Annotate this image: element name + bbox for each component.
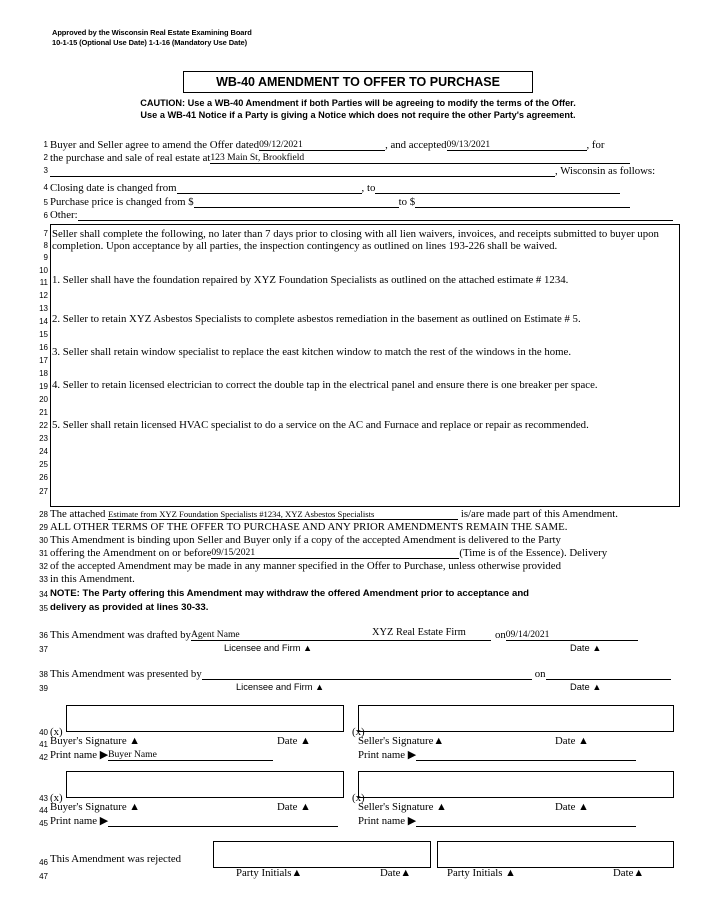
line-number: 31 xyxy=(39,549,48,558)
terms-line-31-suffix: (Time is of the Essence). Delivery xyxy=(459,547,608,559)
closing-date-to-field[interactable] xyxy=(375,182,620,194)
property-address-field[interactable]: 123 Main St, Brookfield xyxy=(210,152,630,164)
caution-block xyxy=(52,97,664,121)
buyer-date-caption-1: Date ▲ xyxy=(277,735,311,747)
presented-by-label: This Amendment was presented by xyxy=(50,668,202,680)
closing-date-to-label: , to xyxy=(361,182,376,194)
line-number: 22 xyxy=(39,421,48,430)
amendment-paragraph-5: 5. Seller shall retain licensed HVAC specialist to do a service on the AC and Furnace and replace or repair as recommended. xyxy=(52,419,589,431)
accepted-date-field[interactable]: 09/13/2021 xyxy=(447,139,587,151)
approval-line-1: Approved by the Wisconsin Real Estate Examining Board xyxy=(52,28,252,37)
line-3-suffix: , Wisconsin as follows: xyxy=(555,165,656,177)
buyer-date-caption-2: Date ▲ xyxy=(277,801,311,813)
drafted-firm-value: XYZ Real Estate Firm xyxy=(372,627,466,638)
line-number: 13 xyxy=(39,304,48,313)
buyer-x-mark-1: (x) xyxy=(50,726,63,738)
line-4-text xyxy=(50,182,620,194)
line-3-text xyxy=(50,165,655,177)
line-number: 7 xyxy=(43,229,48,238)
purchase-price-from-field[interactable] xyxy=(194,196,399,208)
terms-line-33: in this Amendment. xyxy=(50,573,135,585)
line-1-mid: , and accepted xyxy=(385,139,447,151)
seller-print-name-line-1 xyxy=(358,749,636,761)
amendment-terms-box[interactable] xyxy=(50,224,680,507)
seller-date-caption-2: Date ▲ xyxy=(555,801,589,813)
line-number: 16 xyxy=(39,343,48,352)
line-number: 19 xyxy=(39,382,48,391)
approval-block xyxy=(52,28,252,48)
buyer-signature-box-2[interactable] xyxy=(66,771,344,798)
other-label: Other: xyxy=(50,209,78,221)
line-number: 14 xyxy=(39,317,48,326)
terms-line-31 xyxy=(50,547,607,559)
buyer-print-name-field-1[interactable]: Buyer Name xyxy=(108,749,273,761)
amendment-paragraph-3: 3. Seller shall retain window specialist to replace the east kitchen window to match the rest of the windows in the home. xyxy=(52,346,572,358)
line-number: 21 xyxy=(39,408,48,417)
seller-print-name-field-2[interactable] xyxy=(416,815,636,827)
seller-x-mark-1: (x) xyxy=(352,726,365,738)
line-5-text xyxy=(50,196,630,208)
seller-date-caption-1: Date ▲ xyxy=(555,735,589,747)
presented-by-licensee-field[interactable] xyxy=(202,668,532,680)
line-number: 17 xyxy=(39,356,48,365)
line-number: 29 xyxy=(39,523,48,532)
amendment-paragraph-4: 4. Seller to retain licensed electrician to correct the double tap in the electrical panel and ensure there is one breaker per space. xyxy=(52,379,598,391)
attached-line xyxy=(50,508,618,520)
line-number: 34 xyxy=(39,590,48,599)
line-number: 39 xyxy=(39,684,48,693)
line-number: 41 xyxy=(39,740,48,749)
line-number: 30 xyxy=(39,536,48,545)
line-number: 38 xyxy=(39,670,48,679)
terms-line-31-prefix: offering the Amendment on or before xyxy=(50,547,212,559)
seller-signature-box-1[interactable] xyxy=(358,705,674,732)
buyer-print-name-label-1: Print name ▶ xyxy=(50,749,109,761)
purchase-price-to-label: to $ xyxy=(398,196,416,208)
note-line-34: NOTE: The Party offering this Amendment may withdraw the offered Amendment prior to acceptance and xyxy=(50,588,530,599)
offer-date-field[interactable]: 09/12/2021 xyxy=(259,139,385,151)
line-2-prefix: the purchase and sale of real estate at xyxy=(50,152,211,164)
drafted-date-caption: Date ▲ xyxy=(570,643,602,653)
approval-line-2: 10-1-15 (Optional Use Date) 1-1-16 (Mandatory Use Date) xyxy=(52,38,247,47)
seller-signature-caption-1: Seller's Signature▲ xyxy=(358,735,445,747)
line-number: 4 xyxy=(43,183,48,192)
amendment-paragraph-1: 1. Seller shall have the foundation repaired by XYZ Foundation Specialists as outlined on the attached estimate # 1234. xyxy=(52,274,569,286)
rejected-initials-box-2[interactable] xyxy=(437,841,674,868)
line-number: 12 xyxy=(39,291,48,300)
seller-print-name-line-2 xyxy=(358,815,636,827)
line-number: 6 xyxy=(43,211,48,220)
drafted-on-label: on xyxy=(494,629,506,641)
caution-line-1: CAUTION: Use a WB-40 Amendment if both Parties will be agreeing to modify the terms of the Offer. xyxy=(140,98,576,108)
seller-x-mark-2: (x) xyxy=(352,792,365,804)
line-number: 27 xyxy=(39,487,48,496)
other-field[interactable] xyxy=(78,209,673,221)
line-number: 47 xyxy=(39,872,48,881)
line-number: 43 xyxy=(39,794,48,803)
buyer-signature-caption-2: Buyer's Signature ▲ xyxy=(50,801,140,813)
line-number: 11 xyxy=(39,278,48,287)
line-number: 46 xyxy=(39,858,48,867)
line-number: 23 xyxy=(39,434,48,443)
address-continuation-field[interactable] xyxy=(50,165,555,177)
line-number: 1 xyxy=(43,140,48,149)
presented-on-label: on xyxy=(534,668,546,680)
buyer-signature-caption-1: Buyer's Signature ▲ xyxy=(50,735,140,747)
line-number: 37 xyxy=(39,645,48,654)
attached-suffix: is/are made part of this Amendment. xyxy=(460,508,618,520)
drafted-on-date-field[interactable]: 09/14/2021 xyxy=(506,629,638,641)
terms-line-32: of the accepted Amendment may be made in any manner specified in the Offer to Purchase, unless otherwise provided xyxy=(50,560,561,572)
line-6-text xyxy=(50,209,673,221)
line-number: 42 xyxy=(39,753,48,762)
purchase-price-to-field[interactable] xyxy=(415,196,630,208)
line-number: 33 xyxy=(39,575,48,584)
line-number: 2 xyxy=(43,153,48,162)
line-number: 40 xyxy=(39,728,48,737)
line-number: 25 xyxy=(39,460,48,469)
drafted-by-licensee-field[interactable]: Agent Name xyxy=(191,629,491,641)
terms-line-30: This Amendment is binding upon Seller and Buyer only if a copy of the accepted Amendment is delivered to the Party xyxy=(50,534,561,546)
seller-signature-box-2[interactable] xyxy=(358,771,674,798)
rejected-initials-caption-1: Party Initials▲ xyxy=(236,867,303,879)
line-number: 44 xyxy=(39,806,48,815)
line-1-text xyxy=(50,139,605,151)
line-number: 32 xyxy=(39,562,48,571)
amendment-paragraph-2: 2. Seller to retain XYZ Asbestos Specialists to complete asbestos remediation in the basement as outlined on Estimate # 5. xyxy=(52,313,581,325)
attached-documents-field[interactable]: Estimate from XYZ Foundation Specialists #1234, XYZ Asbestos Specialists xyxy=(108,508,458,520)
presented-on-date-field[interactable] xyxy=(546,668,671,680)
line-number: 45 xyxy=(39,819,48,828)
buyer-print-name-field-2[interactable] xyxy=(108,815,338,827)
rejected-initials-box-1[interactable] xyxy=(213,841,431,868)
line-number: 36 xyxy=(39,631,48,640)
line-number: 18 xyxy=(39,369,48,378)
line-number: 35 xyxy=(39,604,48,613)
rejected-date-caption-1: Date▲ xyxy=(380,867,412,879)
seller-signature-caption-2: Seller's Signature ▲ xyxy=(358,801,447,813)
seller-print-name-label-1: Print name ▶ xyxy=(358,749,417,761)
line-1-prefix: Buyer and Seller agree to amend the Offer dated xyxy=(50,139,260,151)
line-number: 9 xyxy=(43,253,48,262)
line-number: 28 xyxy=(39,510,48,519)
buyer-print-name-line-2 xyxy=(50,815,338,827)
line-1-suffix: , for xyxy=(586,139,605,151)
seller-print-name-label-2: Print name ▶ xyxy=(358,815,417,827)
closing-date-label: Closing date is changed from xyxy=(50,182,177,194)
line-number: 3 xyxy=(43,166,48,175)
line-number: 5 xyxy=(43,198,48,207)
line-number: 8 xyxy=(43,241,48,250)
line-number: 10 xyxy=(39,266,48,275)
page-title: WB-40 AMENDMENT TO OFFER TO PURCHASE xyxy=(183,71,533,93)
attached-prefix: The attached xyxy=(50,508,106,520)
presented-licensee-caption: Licensee and Firm ▲ xyxy=(236,682,325,692)
drafted-by-label: This Amendment was drafted by xyxy=(50,629,191,641)
line-number: 15 xyxy=(39,330,48,339)
rejected-label: This Amendment was rejected xyxy=(50,853,182,865)
buyer-print-name-line-1 xyxy=(50,749,273,761)
seller-print-name-field-1[interactable] xyxy=(416,749,636,761)
purchase-price-label: Purchase price is changed from $ xyxy=(50,196,194,208)
buyer-print-name-label-2: Print name ▶ xyxy=(50,815,109,827)
closing-date-from-field[interactable] xyxy=(177,182,362,194)
buyer-x-mark-2: (x) xyxy=(50,792,63,804)
line-number: 20 xyxy=(39,395,48,404)
note-line-35: delivery as provided at lines 30-33. xyxy=(50,602,209,613)
rejected-initials-caption-2: Party Initials ▲ xyxy=(447,867,516,879)
buyer-signature-box-1[interactable] xyxy=(66,705,344,732)
terms-line-29: ALL OTHER TERMS OF THE OFFER TO PURCHASE AND ANY PRIOR AMENDMENTS REMAIN THE SAME. xyxy=(50,521,568,533)
line-number: 24 xyxy=(39,447,48,456)
presented-date-caption: Date ▲ xyxy=(570,682,602,692)
line-2-text xyxy=(50,152,630,164)
caution-line-2: Use a WB-41 Notice if a Party is giving a Notice which does not require the other Party's agreement. xyxy=(140,110,576,120)
drafted-licensee-caption: Licensee and Firm ▲ xyxy=(224,643,313,653)
drafted-by-line xyxy=(50,629,638,641)
rejected-date-caption-2: Date▲ xyxy=(613,867,645,879)
amendment-paragraph-intro: Seller shall complete the following, no later than 7 days prior to closing with all lien waivers, invoices, and receipts submitted to buyer upon completion. Upon acceptance by all parties, the inspection contingency as outlined on lines 193-226 shall be waived. xyxy=(52,228,659,253)
presented-by-line xyxy=(50,668,671,680)
line-number: 26 xyxy=(39,473,48,482)
binding-deadline-date-field[interactable]: 09/15/2021 xyxy=(211,547,459,559)
